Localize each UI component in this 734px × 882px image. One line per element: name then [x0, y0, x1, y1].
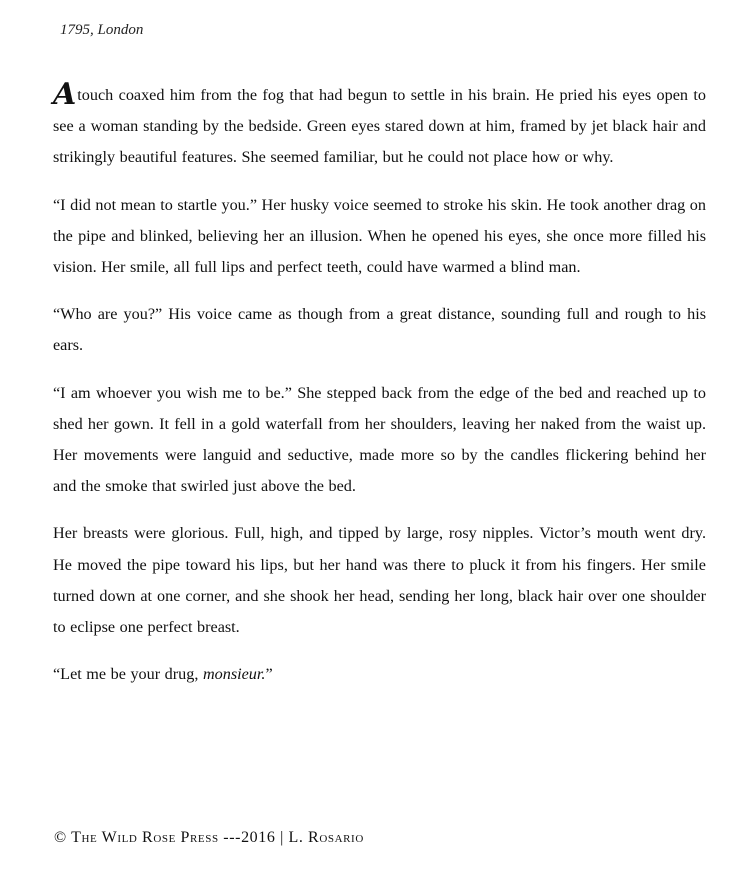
- scene-heading: 1795, London: [60, 22, 144, 38]
- drop-cap: A: [53, 77, 77, 112]
- paragraph-2: “I did not mean to startle you.” Her husky voice seemed to stroke his skin. He took another drag on the pipe and blinked, believing her an illusion. When he opened his eyes, she once more filled his vision. Her smile, all full lips and perfect teeth, could have warmed a blind man.: [53, 195, 706, 277]
- dialogue-close: ”: [265, 665, 273, 684]
- paragraph-5: Her breasts were glorious. Full, high, and tipped by large, rosy nipples. Victor’s mouth went dry. He moved the pipe toward his lips, but her hand was there to pluck it from his fingers. Her smile turned down at one corner, and she shook her head, sending her long, black hair over one shoulder to eclipse one perfect breast.: [53, 524, 706, 637]
- paragraph-1: [53, 77, 706, 174]
- dialogue-text: “Let me be your drug,: [53, 665, 203, 684]
- dialogue-italic: monsieur.: [202, 665, 266, 684]
- paragraph-text: touch coaxed him from the fog that had begun to settle in his brain. He pried his eyes open to see a woman standing by the bedside. Green eyes stared down at him, framed by jet black hair and strikingly beautiful features. She seemed familiar, but he could not place how or why.: [53, 86, 706, 167]
- paragraph-6: [53, 659, 706, 690]
- paragraph-3: “Who are you?” His voice came as though from a great distance, sounding full and rough to his ears.: [53, 305, 706, 355]
- story-body: [53, 77, 706, 706]
- copyright-footer: © The Wild Rose Press ---2016 | L. Rosario: [54, 829, 364, 846]
- paragraph-4: “I am whoever you wish me to be.” She stepped back from the edge of the bed and reached up to shed her gown. It fell in a gold waterfall from her shoulders, leaving her naked from the waist up. Her movements were languid and seductive, made more so by the candles flickering behind her and the smoke that swirled just above the bed.: [53, 383, 706, 496]
